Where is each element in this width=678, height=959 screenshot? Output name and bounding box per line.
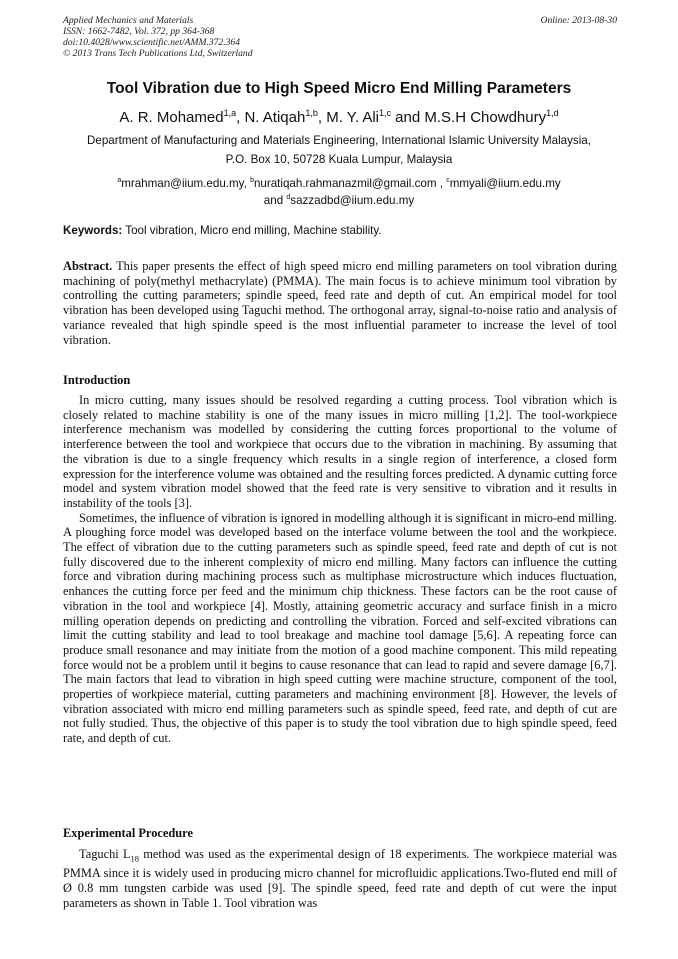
keywords-label: Keywords:: [63, 224, 123, 237]
journal-name: Applied Mechanics and Materials: [63, 15, 194, 26]
keywords-text: Tool vibration, Micro end milling, Machine stability.: [125, 224, 382, 237]
journal-doi[interactable]: doi:10.4028/www.scientific.net/AMM.372.364: [63, 37, 241, 48]
affiliation-line-1: Department of Manufacturing and Materials Engineering, International Islamic University Malaysia,: [87, 134, 591, 147]
author-affil-mark: 1,b: [305, 108, 318, 118]
author-affil-mark: 1,a: [223, 108, 237, 118]
email-mark: c: [446, 177, 450, 184]
author-emails: [40, 174, 638, 208]
email-conjunction: and: [263, 193, 284, 207]
author-affil-mark: 1,c: [379, 108, 392, 118]
affiliation: [40, 131, 638, 169]
abstract: [63, 259, 617, 347]
author-name: M.S.H Chowdhury: [424, 109, 547, 126]
section-heading-experimental: Experimental Procedure: [63, 826, 193, 840]
paragraph: Taguchi $L_{18}$ method was used as the experimental design of 18 experiments. The workpiece material was PMMA since it is widely used in producing micro channel for microfluidic applications.Two-fluted end mill of Ø 0.8 mm tungsten carbide was used [9]. The spindle speed, feed rate and depth of cut were the input parameters as shown in Table 1. Tool vibration was: [63, 847, 617, 910]
section-heading-introduction: Introduction: [63, 373, 131, 387]
author-conjunction: and: [391, 109, 425, 126]
email-link[interactable]: mrahman@iium.edu.my,: [121, 176, 247, 190]
abstract-label: Abstract.: [63, 259, 113, 273]
keywords: [63, 224, 617, 238]
paragraph: Sometimes, the influence of vibration is ignored in modelling although it is significant in micro-end milling. A ploughing force model was developed based on the interface volume between the tool and the workpiece. The effect of vibration due to the cutting parameters such as spindle speed, feed rate and depth of cut is not fully discovered due to the inherent complexity of micro end milling. Many factors can influence the cutting force and vibration during machining process such as multiphase microstructure which induces fluctuation, enhances the cutting force per feed and the minimum chip thickness. These factors can be the root cause of vibration in the tool and workpiece [4]. Mostly, attaining geometric accuracy and surface finish in a micro milling operation depends on predicting and controlling the vibration. Forced and self-excited vibrations can limit the cutting stability and lead to tool breakage and machine tool damage [5,6]. A repeating force can produce small resonance and may initiate from the motion of a good machine component. This mild repeating force would not be a problem until it begins to cause resonance that can lead to rapid and severe damage [6,7]. The main factors that lead to vibration in high speed cutting were machine structure, component of the tool, properties of workpiece material, cutting parameters and machining environment [8]. However, the levels of vibration associated with micro end milling parameters such as spindle speed, feed rate, and depth of cut are not fully studied. Thus, the objective of this paper is to study the tool vibration due to high spindle speed, feed rate, and depth of cut.: [63, 510, 617, 746]
author-name: N. Atiqah: [244, 109, 306, 126]
email-mark: a: [117, 177, 122, 184]
author-list: A. R. Mohamed$^{1,a}$, N. Atiqah$^{1,b}$, M. Y. Ali$^{1,c}$ and M.S.H Chowdhury$^{1,d}$: [119, 108, 559, 126]
author-name: A. R. Mohamed: [119, 109, 224, 126]
paper-title: Tool Vibration due to High Speed Micro End Milling Parameters: [106, 80, 572, 97]
introduction-section: [63, 393, 617, 746]
journal-header: [63, 15, 617, 59]
abstract-text: This paper presents the effect of high speed micro end milling parameters on tool vibration during machining of poly(methyl methacrylate) (PMMA). The main focus is to achieve minimum tool vibration by controlling the cutting parameters; spindle speed, feed rate and depth of cut. An empirical model for tool vibration has been developed using Taguchi method. The orthogonal array, signal-to-noise ratio and analysis of variance revealed that high spindle speed is the most influential parameter to increase the level of tool vibration.: [63, 259, 617, 347]
email-link[interactable]: mmyali@iium.edu.my: [449, 176, 561, 190]
email-mark: d: [286, 193, 291, 201]
author-affil-mark: 1,d: [546, 108, 559, 118]
online-date: Online: 2013-08-30: [540, 15, 617, 26]
email-link[interactable]: sazzadbd@iium.edu.my: [290, 193, 415, 207]
author-name: M. Y. Ali: [326, 109, 379, 126]
journal-copyright: © 2013 Trans Tech Publications Ltd, Switzerland: [63, 48, 253, 59]
email-mark: b: [250, 177, 254, 184]
email-link[interactable]: nuratiqah.rahmanazmil@gmail.com ,: [253, 176, 443, 190]
affiliation-line-2: P.O. Box 10, 50728 Kuala Lumpur, Malaysia: [225, 153, 453, 166]
experimental-section: [63, 847, 617, 910]
journal-issn: ISSN: 1662-7482, Vol. 372, pp 364-368: [63, 26, 215, 37]
paragraph: In micro cutting, many issues should be resolved regarding a cutting process. Tool vibration which is closely related to machine stability is one of the many issues in micro milling [1,2]. The tool-workpiece interference mechanism was modelled by considering the cutting forces proportional to the volume of interference between the tool and workpiece that occurs due to the vibration in machining. By assuming that the vibration is due to a single frequency which results in a single region of interference, a closed form expression for the interference volume was obtained and the resulting forces predicted. A dynamic cutting force model and system vibration model showed that the feed rate is very sensitive to vibration and it results in instability of the tools [3].: [63, 393, 617, 510]
